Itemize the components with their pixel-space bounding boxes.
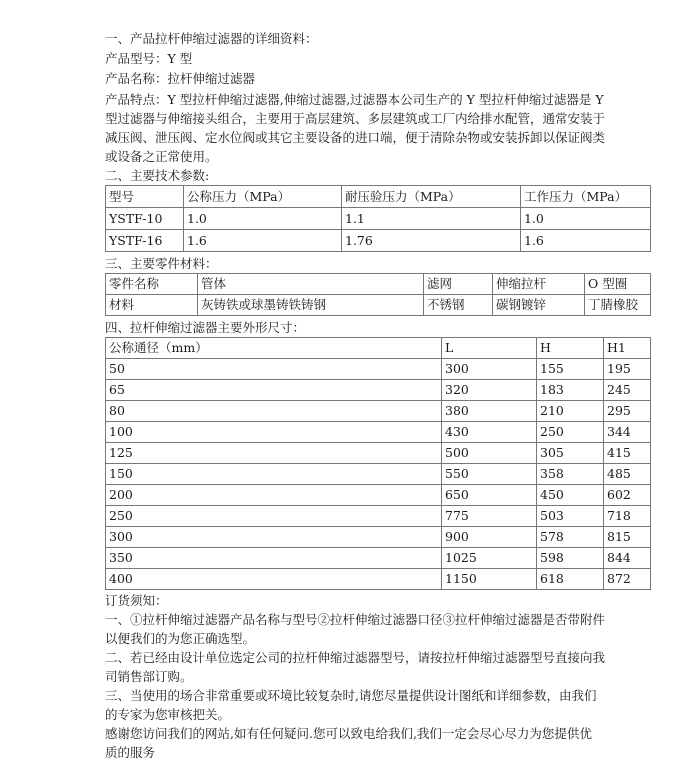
table-cell: 503 bbox=[537, 506, 604, 527]
table-cell: 伸缩拉杆 bbox=[493, 274, 585, 295]
table-row bbox=[106, 569, 651, 590]
note-line: 司销售部订购。 bbox=[105, 669, 193, 684]
table-cell: 150 bbox=[106, 464, 442, 485]
note-line: 的专家为您审核把关。 bbox=[105, 707, 231, 722]
table-row bbox=[106, 527, 651, 548]
table-cell: 50 bbox=[106, 359, 442, 380]
table-row bbox=[106, 295, 651, 316]
table-cell: 380 bbox=[442, 401, 537, 422]
table-row bbox=[106, 422, 651, 443]
table-cell: 1.6 bbox=[521, 230, 651, 252]
table-cell: 100 bbox=[106, 422, 442, 443]
table-cell: 不锈钢 bbox=[424, 295, 493, 316]
table-header-cell: L bbox=[442, 338, 537, 359]
table-cell: 320 bbox=[442, 380, 537, 401]
table-row bbox=[106, 230, 651, 252]
table-row bbox=[106, 548, 651, 569]
table-cell: 900 bbox=[442, 527, 537, 548]
table-cell: YSTF-10 bbox=[106, 208, 184, 230]
table-cell: 450 bbox=[537, 485, 604, 506]
table-header-cell: 型号 bbox=[106, 186, 184, 208]
thanks-line: 感谢您访问我们的网站,如有任何疑问.您可以致电给我们,我们一定会尽心尽力为您提供优 bbox=[105, 726, 592, 741]
document bbox=[105, 30, 650, 762]
table-cell: 844 bbox=[604, 548, 651, 569]
section-heading-2: 二、主要技术参数: bbox=[105, 168, 210, 183]
table-cell: 344 bbox=[604, 422, 651, 443]
table-header-cell: H1 bbox=[604, 338, 651, 359]
table-header-row bbox=[106, 338, 651, 359]
product-features bbox=[105, 90, 650, 166]
table-cell: 415 bbox=[604, 443, 651, 464]
table-cell: 245 bbox=[604, 380, 651, 401]
table-cell: 155 bbox=[537, 359, 604, 380]
table-row bbox=[106, 401, 651, 422]
tech-params-table bbox=[105, 185, 651, 252]
table-cell: 1.76 bbox=[342, 230, 521, 252]
table-row bbox=[106, 485, 651, 506]
table-cell: 零件名称 bbox=[106, 274, 198, 295]
table-header-cell: 公称通径（mm） bbox=[106, 338, 442, 359]
table-cell: 管体 bbox=[198, 274, 424, 295]
table-cell: YSTF-16 bbox=[106, 230, 184, 252]
table-cell: 305 bbox=[537, 443, 604, 464]
table-cell: 400 bbox=[106, 569, 442, 590]
table-cell: 183 bbox=[537, 380, 604, 401]
table-cell: 1150 bbox=[442, 569, 537, 590]
features-line: 产品特点：Y 型拉杆伸缩过滤器,伸缩过滤器,过滤器本公司生产的 Y 型拉杆伸缩过滤器是 Y bbox=[105, 92, 604, 107]
table-cell: 250 bbox=[537, 422, 604, 443]
table-cell: 598 bbox=[537, 548, 604, 569]
table-cell: 500 bbox=[442, 443, 537, 464]
order-notes-title: 订货须知： bbox=[105, 593, 168, 608]
table-header-row bbox=[106, 186, 651, 208]
table-row bbox=[106, 380, 651, 401]
section-heading-1: 一、产品拉杆伸缩过滤器的详细资料： bbox=[105, 31, 318, 46]
table-cell: 80 bbox=[106, 401, 442, 422]
table-cell: 1.6 bbox=[184, 230, 342, 252]
table-cell: 210 bbox=[537, 401, 604, 422]
table-cell: 618 bbox=[537, 569, 604, 590]
table-header-cell: 耐压验压力（MPa） bbox=[342, 186, 521, 208]
table-cell: 430 bbox=[442, 422, 537, 443]
table-cell: 200 bbox=[106, 485, 442, 506]
table-row bbox=[106, 274, 651, 295]
table-cell: 602 bbox=[604, 485, 651, 506]
materials-table bbox=[105, 273, 651, 316]
table-cell: 358 bbox=[537, 464, 604, 485]
product-name: 产品名称：拉杆伸缩过滤器 bbox=[105, 71, 256, 86]
table-cell: 872 bbox=[604, 569, 651, 590]
note-line: 三、当使用的场合非常重要或环境比较复杂时,请您尽量提供设计图纸和详细参数，由我们 bbox=[105, 688, 597, 703]
table-cell: 300 bbox=[442, 359, 537, 380]
table-cell: 材料 bbox=[106, 295, 198, 316]
table-cell: 65 bbox=[106, 380, 442, 401]
table-cell: 578 bbox=[537, 527, 604, 548]
thanks-line: 质的服务 bbox=[105, 745, 156, 760]
table-cell: 滤网 bbox=[424, 274, 493, 295]
table-cell: 碳钢镀锌 bbox=[493, 295, 585, 316]
table-cell: 300 bbox=[106, 527, 442, 548]
table-cell: 195 bbox=[604, 359, 651, 380]
table-cell: 灰铸铁或球墨铸铁铸钢 bbox=[198, 295, 424, 316]
note-line: 一、①拉杆伸缩过滤器产品名称与型号②拉杆伸缩过滤器口径③拉杆伸缩过滤器是否带附件 bbox=[105, 612, 606, 627]
table-header-cell: 工作压力（MPa） bbox=[521, 186, 651, 208]
section-heading-4: 四、拉杆伸缩过滤器主要外形尺寸： bbox=[105, 320, 306, 335]
table-row bbox=[106, 443, 651, 464]
table-cell: 1.1 bbox=[342, 208, 521, 230]
table-cell: 1.0 bbox=[521, 208, 651, 230]
table-cell: 815 bbox=[604, 527, 651, 548]
table-header-cell: 公称压力（MPa） bbox=[184, 186, 342, 208]
table-row bbox=[106, 464, 651, 485]
table-cell: 350 bbox=[106, 548, 442, 569]
features-line: 减压阀、泄压阀、定水位阀或其它主要设备的进口端，便于清除杂物或安装拆卸以保证阀类 bbox=[105, 130, 606, 145]
table-cell: 1025 bbox=[442, 548, 537, 569]
table-row bbox=[106, 506, 651, 527]
table-cell: 550 bbox=[442, 464, 537, 485]
table-header-cell: H bbox=[537, 338, 604, 359]
table-cell: 650 bbox=[442, 485, 537, 506]
dimensions-table bbox=[105, 337, 651, 590]
table-cell: 丁腈橡胶 bbox=[585, 295, 651, 316]
table-row bbox=[106, 208, 651, 230]
order-notes bbox=[105, 610, 650, 762]
section-heading-3: 三、主要零件材料： bbox=[105, 256, 218, 271]
note-line: 二、若已经由设计单位选定公司的拉杆伸缩过滤器型号，请按拉杆伸缩过滤器型号直接向我 bbox=[105, 650, 606, 665]
table-cell: 485 bbox=[604, 464, 651, 485]
product-model: 产品型号：Y 型 bbox=[105, 51, 193, 66]
table-cell: 1.0 bbox=[184, 208, 342, 230]
table-cell: 775 bbox=[442, 506, 537, 527]
note-line: 以便我们的为您正确选型。 bbox=[105, 631, 256, 646]
table-cell: 295 bbox=[604, 401, 651, 422]
table-cell: 125 bbox=[106, 443, 442, 464]
features-line: 或设备之正常使用。 bbox=[105, 149, 218, 164]
features-line: 型过滤器与伸缩接头组合，主要用于高层建筑、多层建筑或工厂内给排水配管，通常安装于 bbox=[105, 111, 606, 126]
table-cell: O 型圈 bbox=[585, 274, 651, 295]
table-cell: 250 bbox=[106, 506, 442, 527]
table-cell: 718 bbox=[604, 506, 651, 527]
table-row bbox=[106, 359, 651, 380]
